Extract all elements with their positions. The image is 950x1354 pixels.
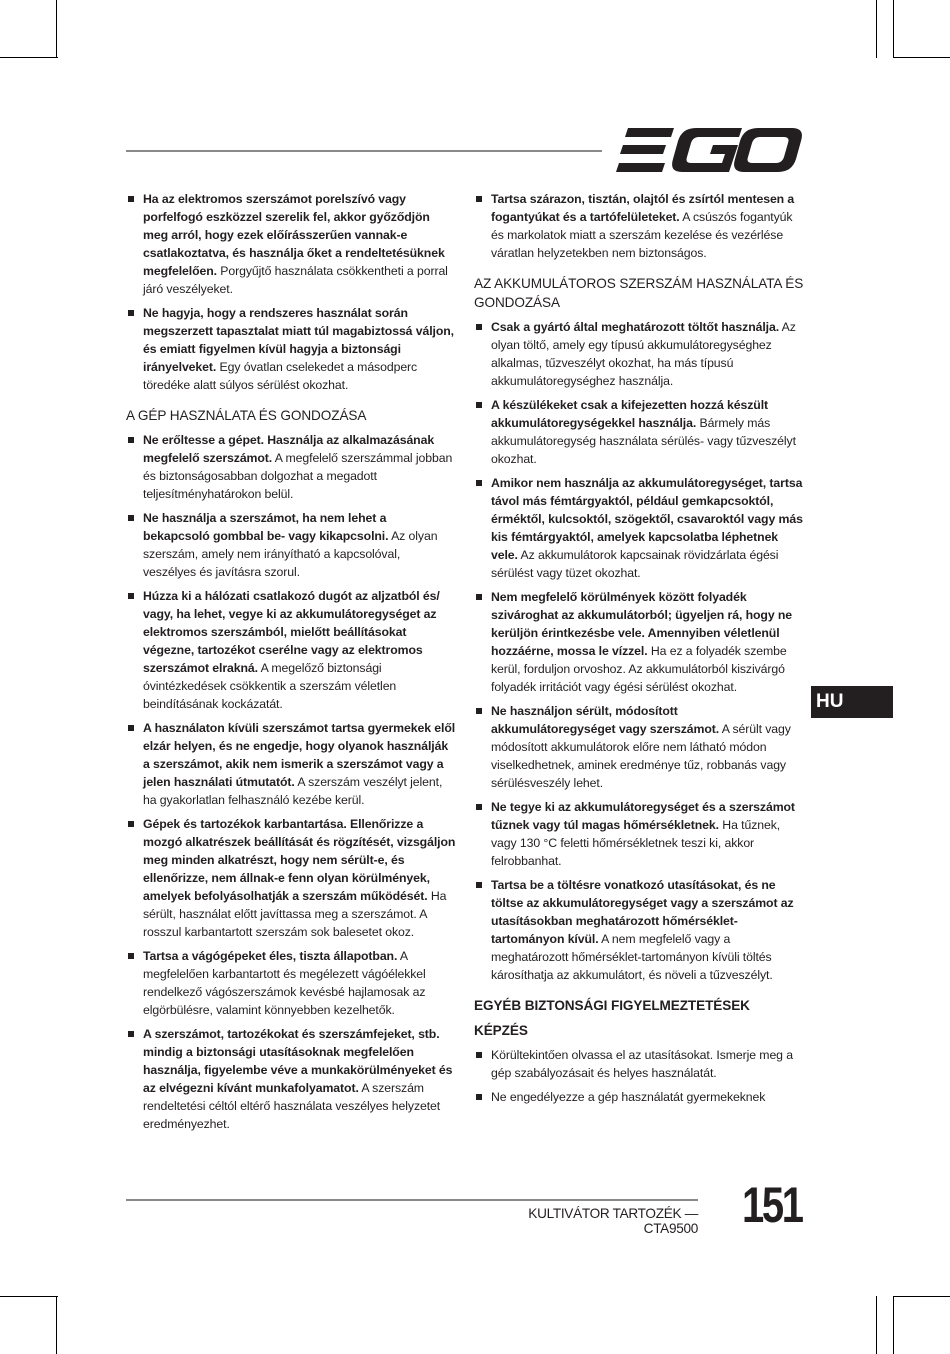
- footer-rule: [126, 1199, 698, 1201]
- list-item: Tartsa a vágógépeket éles, tiszta állapotban. A megfelelően karbantartott és megélezett vágóélekkel rendelkező vágószerszámok kevésbé hajlamosak az elgörbülésre, valamint könnyebben kezelhetők.: [126, 947, 456, 1019]
- left-column: [126, 190, 456, 1139]
- list-item: A használaton kívüli szerszámot tartsa gyermekek elől elzár helyen, és ne engedje, hogy olyanok használják a szerszámot, akik nem ismerik a szerszámot vagy a jelen használati útmutatót. A szerszám veszélyt jelent, ha gyakorlatlan felhasználó kezébe kerül.: [126, 719, 456, 809]
- list-item: Ne hagyja, hogy a rendszeres használat során megszerzett tapasztalat miatt túl magabiztossá váljon, és emiatt figyelmen kívül hagyja a biztonsági irányelveket. Egy óvatlan cselekedet a másodperc töredéke alatt súlyos sérülést okozhat.: [126, 304, 456, 394]
- list-item: Ne erőltesse a gépet. Használja az alkalmazásának megfelelő szerszámot. A megfelelő szerszámmal jobban és biztonságosabban dolgozhat a megadott teljesítményhatárokon belül.: [126, 431, 456, 503]
- crop-mark: [56, 0, 57, 58]
- list-item: Tartsa szárazon, tisztán, olajtól és zsírtól mentesen a fogantyúkat és a tartófelületeket. A csúszós fogantyúk és markolatok miatt a szerszám kezelése és vezérlése váratlan helyzetekben nem biztonságos.: [474, 190, 804, 262]
- list-item: Tartsa be a töltésre vonatkozó utasításokat, és ne töltse az akkumulátoregységet vagy a szerszámot az utasításokban meghatározott hőmérséklet-tartományon kívül. A nem megfelelő vagy a meghatározott hőmérséklet-tartományon kívüli töltés károsíthatja az akkumulátort, és növeli a tűzveszélyt.: [474, 876, 804, 984]
- right-column: [474, 190, 804, 1112]
- list-item: Ha az elektromos szerszámot porelszívó vagy porfelfogó eszközzel szerelik fel, akkor győződjön meg arról, hogy ezek előírásszerűen vannak-e csatlakoztatva, és használja őket a rendeltetésüknek megfelelően. Porgyűjtő használata csökkentheti a porral járó veszélyeket.: [126, 190, 456, 298]
- crop-mark: [876, 1296, 877, 1354]
- list-item: A készülékeket csak a kifejezetten hozzá készült akkumulátoregységekkel használja. Bármely más akkumulátoregység használata sérülés- vagy tűzveszélyt okozhat.: [474, 396, 804, 468]
- warnings-heading: EGYÉB BIZTONSÁGI FIGYELMEZTETÉSEK: [474, 998, 750, 1013]
- list-item: A szerszámot, tartozékokat és szerszámfejeket, stb. mindig a biztonsági utasításoknak megfelelően használja, figyelembe véve a munkakörülményeket és az elvégezni kívánt munkafolyamatot. A szerszám rendeltetési céltól eltérő használata veszélyes helyzetet eredményezhet.: [126, 1025, 456, 1133]
- list-item: Csak a gyártó által meghatározott töltőt használja. Az olyan töltő, amely egy típusú akkumulátoregységhez alkalmas, tűzveszélyt okozhat, ha más típusú akkumulátoregységhez használja.: [474, 318, 804, 390]
- crop-mark: [893, 1296, 894, 1354]
- crop-mark: [56, 1296, 57, 1354]
- list-item: Gépek és tartozékok karbantartása. Ellenőrizze a mozgó alkatrészek beállítását és rögzítését, vizsgáljon meg minden alkatrészt, hogy nem sérült-e, és ellenőrizze, nem állnak-e fenn olyan körülmények, amelyek befolyásolhatják a szerszám működését. Ha sérült, használat előtt javíttassa meg a szerszámot. A rosszul karbantartott szerszám sok balesetet okoz.: [126, 815, 456, 941]
- page-number: 151: [742, 1177, 802, 1233]
- list-item: Ne tegye ki az akkumulátoregységet és a szerszámot tűznek vagy túl magas hőmérsékletnek. Ha tűznek, vagy 130 °C feletti hőmérsékletnek teszi ki, akkor felrobbanhat.: [474, 798, 804, 870]
- crop-mark: [0, 1296, 58, 1297]
- crop-mark: [876, 0, 877, 58]
- crop-mark: [893, 1296, 950, 1297]
- ego-logo: [616, 128, 802, 172]
- list-item: Ne használjon sérült, módosított akkumulátoregységet vagy szerszámot. A sérült vagy módosított akkumulátorok előre nem látható módon viselkedhetnek, aminek eredménye tűz, robbanás vagy sérülésveszély lehet.: [474, 702, 804, 792]
- list-item: Körültekintően olvassa el az utasításokat. Ismerje meg a gép szabályozásait és helyes használatát.: [474, 1046, 804, 1082]
- section-heading: A GÉP HASZNÁLATA ÉS GONDOZÁSA: [126, 408, 367, 423]
- crop-mark: [893, 0, 894, 58]
- list-item: Ne engedélyezze a gép használatát gyermekeknek: [474, 1088, 804, 1106]
- language-tab: HU: [811, 686, 893, 718]
- footer-product-name: KULTIVÁTOR TARTOZÉK — CTA9500: [528, 1206, 698, 1236]
- crop-mark: [893, 57, 950, 58]
- header-rule: [126, 150, 602, 152]
- crop-mark: [0, 57, 58, 58]
- training-heading: KÉPZÉS: [474, 1023, 528, 1038]
- list-item: Nem megfelelő körülmények között folyadék szivároghat az akkumulátorból; ügyeljen rá, hogy ne kerüljön érintkezésbe vele. Amennyiben véletlenül hozzáérne, mossa le vízzel. Ha ez a folyadék szembe kerül, forduljon orvoshoz. Az akkumulátorból kiszivárgó folyadék irritációt vagy égési sérülést okozhat.: [474, 588, 804, 696]
- list-item: Amikor nem használja az akkumulátoregységet, tartsa távol más fémtárgyaktól, például gemkapcsoktól, érméktől, kulcsoktól, szögektől, csavaroktól vagy más kis fémtárgyaktól, amelyek kapcsolatba léphetnek vele. Az akkumulátorok kapcsainak rövidzárlata égési sérülést vagy tüzet okozhat.: [474, 474, 804, 582]
- list-item: Húzza ki a hálózati csatlakozó dugót az aljzatból és/ vagy, ha lehet, vegye ki az akkumulátoregységet az elektromos szerszámból, mielőtt beállításokat végezne, tartozékot cserélne vagy az elektromos szerszámot elrakná. A megelőző biztonsági óvintézkedések csökkentik a szerszám véletlen beindításának kockázatát.: [126, 587, 456, 713]
- list-item: Ne használja a szerszámot, ha nem lehet a bekapcsoló gombbal be- vagy kikapcsolni. Az olyan szerszám, amely nem irányítható a kapcsolóval, veszélyes és javításra szorul.: [126, 509, 456, 581]
- section-heading: AZ AKKUMULÁTOROS SZERSZÁM HASZNÁLATA ÉS GONDOZÁSA: [474, 276, 804, 310]
